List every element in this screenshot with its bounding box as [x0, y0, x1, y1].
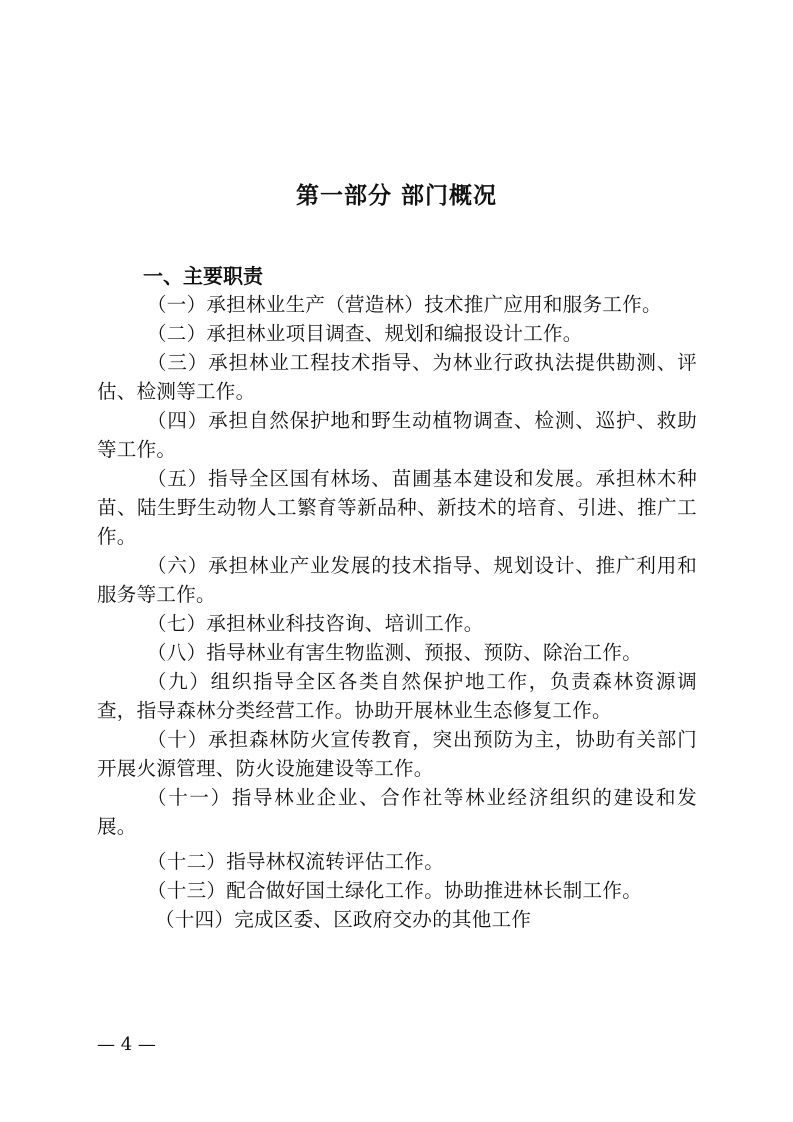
page-title: 第一部分 部门概况: [295, 182, 497, 209]
duty-item-4: （四）承担自然保护地和野生动植物调查、检测、巡护、救助等工作。: [97, 409, 697, 461]
duty-item-9: （九）组织指导全区各类自然保护地工作，负责森林资源调查，指导森林分类经营工作。协助开展林业生态修复工作。: [97, 670, 697, 722]
duty-item-12: （十二）指导林权流转评估工作。: [147, 850, 445, 873]
duty-item-11: （十一）指导林业企业、合作社等林业经济组织的建设和发展。: [97, 786, 697, 838]
duty-item-2: （二）承担林业项目调查、规划和编报设计工作。: [147, 322, 583, 345]
duty-item-1: （一）承担林业生产（营造林）技术推广应用和服务工作。: [147, 293, 662, 316]
duty-item-6: （六）承担林业产业发展的技术指导、规划设计、推广利用和服务等工作。: [97, 554, 697, 606]
duty-item-5: （五）指导全区国有林场、苗圃基本建设和发展。承担林木种苗、陆生野生动物人工繁育等新品种、新技术的培育、引进、推广工作。: [97, 467, 697, 548]
section-heading: 一、主要职责: [143, 264, 263, 288]
duty-item-13: （十三）配合做好国土绿化工作。协助推进林长制工作。: [147, 879, 643, 902]
duty-item-7: （七）承担林业科技咨询、培训工作。: [147, 612, 484, 635]
duty-item-3: （三）承担林业工程技术指导、为林业行政执法提供勘测、评估、检测等工作。: [97, 351, 697, 403]
page-number: — 4 —: [97, 1034, 156, 1055]
duty-item-10: （十）承担森林防火宣传教育，突出预防为主，协助有关部门开展火源管理、防火设施建设等工作。: [97, 728, 697, 780]
duty-item-8: （八）指导林业有害生物监测、预报、预防、除治工作。: [147, 641, 643, 664]
duty-item-14: （十四）完成区委、区政府交办的其他工作: [155, 908, 532, 931]
